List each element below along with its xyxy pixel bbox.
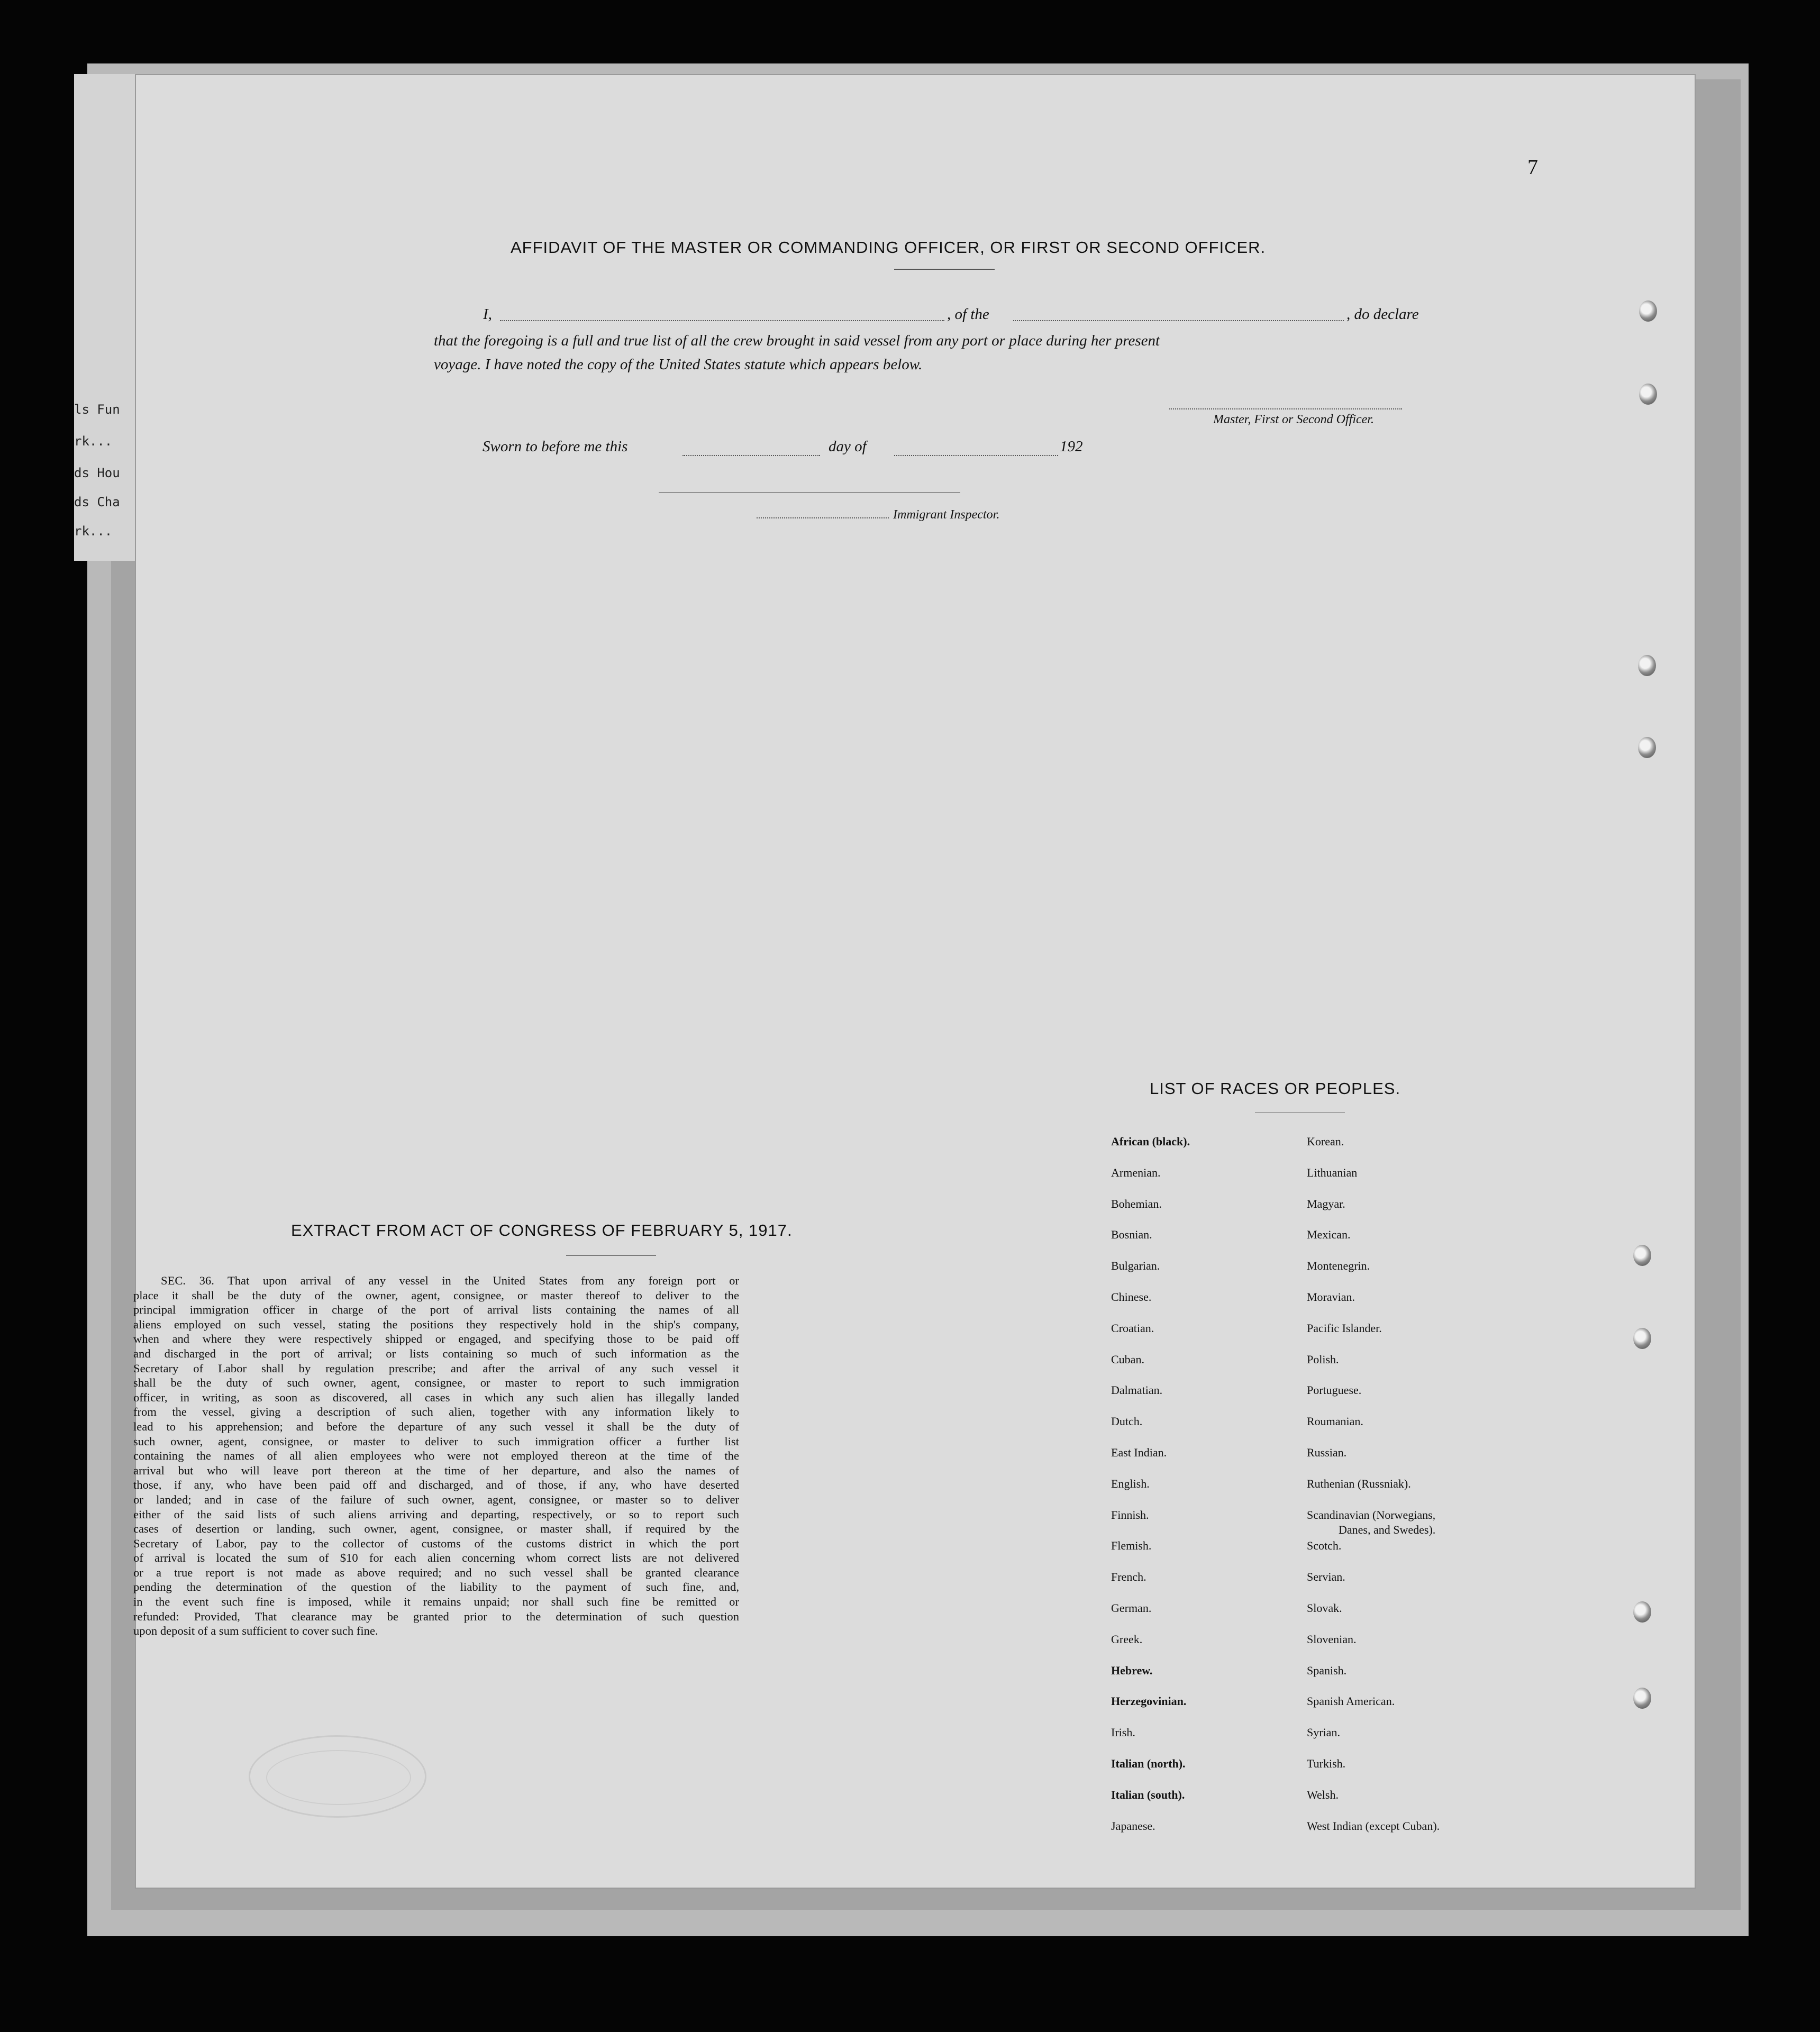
extract-line: SEC. 36. That upon arrival of any vessel in the United States from any foreign port or [161, 1274, 739, 1287]
race-item: Spanish. [1307, 1663, 1347, 1677]
race-item: Italian (south). [1111, 1788, 1185, 1801]
binder-hole [1639, 384, 1657, 405]
faint-stamp [249, 1735, 426, 1818]
extract-title-rule [566, 1255, 656, 1256]
extract-line: officer, in writing, as soon as discovered, all cases in which any such alien has illegally landed [133, 1390, 739, 1404]
day-line [683, 455, 820, 456]
race-item: Bohemian. [1111, 1197, 1162, 1210]
races-title: LIST OF RACES OR PEOPLES. [1150, 1079, 1401, 1098]
race-item: Portuguese. [1307, 1383, 1362, 1397]
race-item: Magyar. [1307, 1197, 1345, 1210]
extract-line: those, if any, who have been paid off and discharged, and of those, if any, who have deserted [133, 1478, 739, 1492]
race-item: Slovak. [1307, 1601, 1342, 1615]
inspector-caption: Immigrant Inspector. [893, 508, 1000, 522]
extract-line: arrival but who will leave port thereon at the time of her departure, and also the names of [133, 1463, 739, 1477]
extract-line: Secretary of Labor shall by regulation prescribe; and after the arrival of any such vessel it [133, 1361, 739, 1375]
extract-line: or a true report is not made as above required; and no such vessel shall be granted clearance [133, 1565, 739, 1579]
extract-line: and discharged in the port of arrival; or lists containing so much of such information as the [133, 1346, 739, 1360]
race-item: Servian. [1307, 1570, 1345, 1584]
race-item: East Indian. [1111, 1446, 1167, 1459]
master-signature-line [1169, 408, 1402, 409]
race-item: Herzegovinian. [1111, 1694, 1187, 1708]
race-item: French. [1111, 1570, 1146, 1584]
extract-line: of arrival is located the sum of $10 for each alien concerning whom correct lists are not delivered [133, 1551, 739, 1565]
strip-text: rk... [74, 434, 113, 449]
vessel-name-line [1013, 320, 1344, 321]
race-item: Hebrew. [1111, 1663, 1153, 1677]
extract-line: such owner, agent, consignee, or master to deliver to such immigration officer a further list [133, 1434, 739, 1448]
race-item: Irish. [1111, 1726, 1135, 1739]
race-item: Turkish. [1307, 1757, 1346, 1770]
binder-hole [1633, 1688, 1651, 1709]
extract-line: or landed; and in case of the failure of such owner, agent, consignee, or master so to deliver [133, 1492, 739, 1506]
race-item: Roumanian. [1307, 1415, 1363, 1428]
race-item: Croatian. [1111, 1321, 1154, 1335]
affidavit-title: AFFIDAVIT OF THE MASTER OR COMMANDING OFFICER, OR FIRST OR SECOND OFFICER. [511, 238, 1266, 257]
extract-line: place it shall be the duty of the owner, agent, consignee, or master thereof to deliver to the [133, 1288, 739, 1302]
day-of-text: day of [829, 438, 867, 455]
extract-line: either of the said lists of such aliens arriving and departing, respectively, or so to report such [133, 1507, 739, 1521]
race-item: Lithuanian [1307, 1165, 1358, 1179]
race-item: German. [1111, 1601, 1152, 1615]
binder-hole [1633, 1245, 1651, 1266]
binder-hole [1633, 1601, 1651, 1623]
extract-line: cases of desertion or landing, such owner, agent, consignee, or master shall, if required by the [133, 1522, 739, 1536]
extract-line: from the vessel, giving a description of such alien, together with any information likely to [133, 1405, 739, 1419]
inspector-rule [659, 492, 960, 493]
race-item: Montenegrin. [1307, 1259, 1370, 1273]
extract-line: in the event such fine is imposed, while it remains unpaid; nor shall such fine be remitted or [133, 1595, 739, 1609]
affidavit-of-the: , of the [947, 306, 989, 323]
strip-text: ls Fun [74, 402, 120, 417]
race-item: Japanese. [1111, 1819, 1155, 1833]
race-item: Greek. [1111, 1632, 1143, 1646]
binder-hole [1633, 1328, 1651, 1349]
year-prefix: 192 [1060, 438, 1083, 455]
affidavit-line-2: that the foregoing is a full and true list of all the crew brought in said vessel from any port or place during her present [434, 332, 1160, 349]
affidavit-declare: , do declare [1346, 306, 1419, 323]
race-item: Welsh. [1307, 1788, 1339, 1801]
strip-text: ds Hou [74, 466, 120, 480]
race-item: Cuban. [1111, 1352, 1144, 1366]
race-item: English. [1111, 1477, 1150, 1490]
race-item: Russian. [1307, 1446, 1347, 1459]
race-item: Italian (north). [1111, 1757, 1186, 1770]
race-item: Scotch. [1307, 1539, 1342, 1553]
race-item: Flemish. [1111, 1539, 1152, 1553]
inspector-signature-line [757, 517, 889, 518]
race-item: Dalmatian. [1111, 1383, 1163, 1397]
extract-line: shall be the duty of such owner, agent, consignee, or master to report to such immigration [133, 1376, 739, 1390]
race-item: Spanish American. [1307, 1694, 1395, 1708]
race-item: African (black). [1111, 1135, 1190, 1148]
race-item: Korean. [1307, 1135, 1344, 1148]
sworn-text: Sworn to before me this [483, 438, 628, 455]
month-line [894, 455, 1058, 456]
binder-hole [1638, 655, 1656, 676]
extract-line: pending the determination of the question of the liability to the payment of such fine, and, [133, 1580, 739, 1594]
race-item: Polish. [1307, 1352, 1339, 1366]
race-item: Syrian. [1307, 1726, 1340, 1739]
title-rule [894, 269, 995, 270]
extract-body [133, 1273, 739, 1638]
master-name-line [500, 320, 944, 321]
race-item: Bulgarian. [1111, 1259, 1160, 1273]
binder-hole [1638, 737, 1656, 758]
race-item: Danes, and Swedes). [1339, 1523, 1436, 1536]
extract-line: Secretary of Labor, pay to the collector of customs of the customs district in which the port [133, 1536, 739, 1550]
race-item: Moravian. [1307, 1290, 1355, 1304]
extract-line: when and where they were respectively shipped or engaged, and specifying those to be paid off [133, 1332, 739, 1346]
race-item: Armenian. [1111, 1165, 1161, 1179]
extract-line: containing the names of all alien employees who were not employed thereon at the time of the [133, 1449, 739, 1463]
extract-line: aliens employed on such vessel, stating the positions they respectively hold in the ship's company, [133, 1317, 739, 1331]
strip-text: rk... [74, 524, 113, 539]
race-item: Ruthenian (Russniak). [1307, 1477, 1411, 1490]
race-item: Slovenian. [1307, 1632, 1357, 1646]
extract-line: principal immigration officer in charge of the port of arrival lists containing the names of all [133, 1303, 739, 1317]
strip-text: ds Cha [74, 495, 120, 509]
race-item: Pacific Islander. [1307, 1321, 1382, 1335]
race-item: Bosnian. [1111, 1228, 1152, 1242]
binder-hole [1639, 300, 1657, 322]
extract-line: lead to his apprehension; and before the departure of any such vessel it shall be the duty of [133, 1419, 739, 1433]
race-item: Dutch. [1111, 1415, 1143, 1428]
extract-title: EXTRACT FROM ACT OF CONGRESS OF FEBRUARY 5, 1917. [291, 1221, 793, 1240]
page-mark: 7 [1527, 155, 1538, 179]
race-item: West Indian (except Cuban). [1307, 1819, 1440, 1833]
master-caption: Master, First or Second Officer. [1213, 413, 1374, 426]
race-item: Chinese. [1111, 1290, 1152, 1304]
race-item: Scandinavian (Norwegians, [1307, 1508, 1436, 1521]
affidavit-i: I, [483, 306, 492, 323]
affidavit-line-3: voyage. I have noted the copy of the United States statute which appears below. [434, 356, 923, 373]
race-item: Finnish. [1111, 1508, 1149, 1521]
race-item: Mexican. [1307, 1228, 1351, 1242]
extract-line: upon deposit of a sum sufficient to cover such fine. [133, 1624, 378, 1638]
extract-line: refunded: Provided, That clearance may be granted prior to the determination of such question [133, 1609, 739, 1623]
